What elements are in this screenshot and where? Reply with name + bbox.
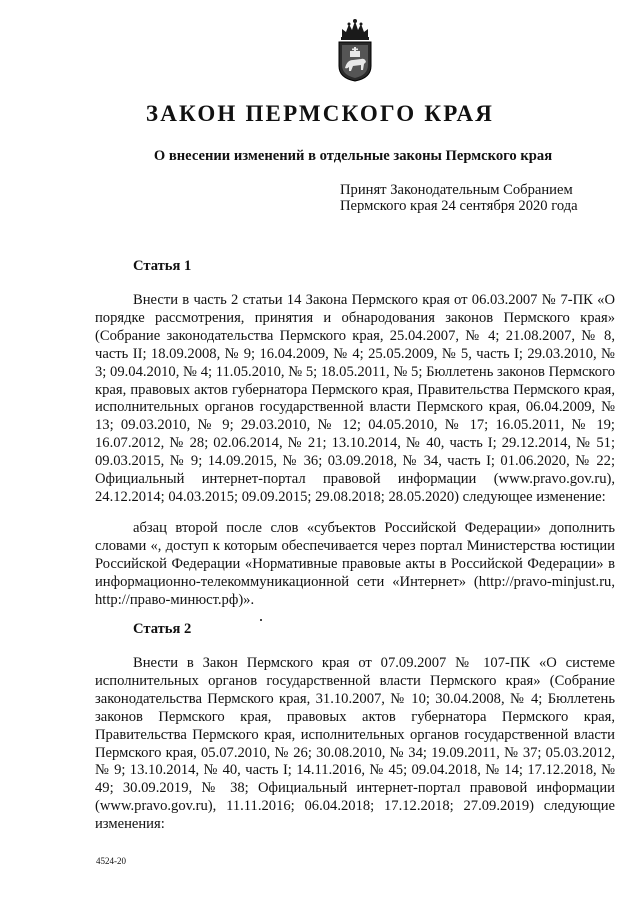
law-title: ЗАКОН ПЕРМСКОГО КРАЯ [145, 101, 495, 126]
article-1-paragraph-2: абзац второй после слов «субъектов Российской Федерации» дополнить словами «, доступ к которым обеспечивается через портал Министерства юстиции Российской Федерации «Нормативные правовые акты в Российской Федерации» в информационно-телекоммуникационной сети «Интернет» (http://pravo-minjust.ru, http://право-минюст.рф)». [95, 520, 615, 608]
article-2-heading: Статья 2 [133, 621, 192, 637]
scan-speck [260, 619, 262, 621]
article-1-heading: Статья 1 [133, 258, 192, 274]
article-1-paragraph-1: Внести в часть 2 статьи 14 Закона Пермского края от 06.03.2007 № 7-ПК «О порядке рассмотрения, принятия и обнародования законов Пермского края» (Собрание законодательства Пермского края, 25.04.2007, № 4; 21.08.2007, № 8, часть II; 18.09.2008, № 9; 16.04.2009, № 4; 25.05.2009, № 5, часть I; 29.03.2010, № 3; 09.04.2010, № 4; 11.05.2010, № 5; 18.05.2011, № 5; Бюллетень законов Пермского края, правовых актов губернатора Пермского края, Правительства Пермского края, исполнительных органов государственной власти Пермского края, 06.04.2009, № 13; 09.03.2010, № 9; 29.03.2010, № 12; 04.05.2010, № 17; 16.05.2011, № 19; 16.07.2012, № 28; 02.06.2014, № 21; 13.10.2014, № 40, часть I; 29.12.2014, № 51; 09.03.2015, № 9; 14.09.2015, № 36; 03.09.2018, № 34, часть I; 01.06.2020, № 22; Официальный интернет-портал правовой информации (www.pravo.gov.ru), 24.12.2014; 04.03.2015; 09.09.2015; 29.08.2018; 28.05.2020) следующее изменение: [95, 292, 615, 505]
coat-of-arms-icon [333, 18, 377, 82]
adoption-line-1: Принят Законодательным Собранием [340, 182, 573, 198]
adoption-line-2: Пермского края 24 сентября 2020 года [340, 198, 578, 214]
document-code: 4524-20 [96, 856, 126, 866]
adoption-note [340, 182, 630, 214]
law-subtitle: О внесении изменений в отдельные законы Пермского края [153, 148, 553, 164]
article-2-paragraph-1: Внести в Закон Пермского края от 07.09.2007 № 107-ПК «О системе исполнительных органов государственной власти Пермского края» (Собрание законодательства Пермского края, 31.10.2007, № 10; 30.04.2008, № 4; Бюллетень законов Пермского края, правовых актов губернатора Пермского края, Правительства Пермского края, исполнительных органов государственной власти Пермского края, 05.07.2010, № 26; 30.08.2010, № 34; 19.09.2011, № 37; 05.03.2012, № 9; 13.10.2014, № 40, часть I; 14.11.2016, № 45; 09.04.2018, № 14; 17.12.2018, № 49; 30.09.2019, № 38; Официальный интернет-портал правовой информации (www.pravo.gov.ru), 11.11.2016; 06.04.2018; 17.12.2018; 27.09.2019) следующие изменения: [95, 655, 615, 833]
